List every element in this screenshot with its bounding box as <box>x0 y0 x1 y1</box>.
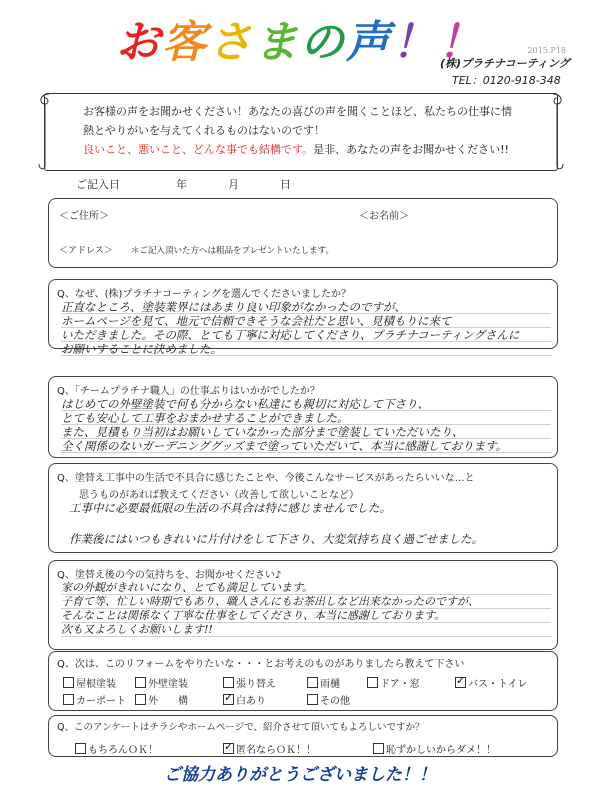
reform-option[interactable] <box>135 675 223 690</box>
checkbox[interactable] <box>135 694 146 705</box>
answer-line: そんなことは関係なく丁寧な仕事をしてくださり、本当に感謝しております。 <box>61 609 446 622</box>
answer-text[interactable] <box>61 397 551 453</box>
option-label: 白あり <box>236 696 266 707</box>
title-char: ！ <box>392 17 438 68</box>
option-label: 外 構 <box>148 696 188 707</box>
option-label: 張り替え <box>236 679 276 690</box>
question-text: 思うものがあれば教えてください（改善して欲しいことなど） <box>79 490 359 501</box>
address-label: ＜ご住所＞ <box>59 211 109 222</box>
intro-line <box>83 140 543 159</box>
answer-text[interactable] <box>61 300 551 356</box>
title-char: の <box>300 17 346 68</box>
intro-text <box>83 102 543 159</box>
date-label: ご記入日 <box>76 178 120 191</box>
reform-option[interactable] <box>307 692 350 707</box>
answer-text[interactable] <box>61 581 551 637</box>
answer-line[interactable]: 作業後にはいつもきれいに片付けをして下さり、大変気持ち良く過ごせました。 <box>69 532 483 546</box>
reform-options-row2 <box>63 689 350 708</box>
reform-option[interactable] <box>63 675 135 690</box>
question-box-feelings <box>48 560 558 650</box>
checkbox[interactable] <box>135 677 146 688</box>
answer-line: 全く関係のないガーデニンググッズまで塗っていただいて、本当に感謝しております。 <box>61 439 508 453</box>
title-char: 声 <box>346 17 392 68</box>
checkbox-checked[interactable] <box>223 743 234 754</box>
date-row <box>76 176 291 192</box>
date-month[interactable]: 月 <box>228 178 239 191</box>
publish-option[interactable] <box>75 741 223 756</box>
reform-option[interactable] <box>223 675 307 690</box>
intro-line-rest: 是非、あなたの声をお聞かせください!! <box>313 143 509 156</box>
answer-line: 次も又よろしくお願いします!! <box>61 623 213 636</box>
date-year[interactable]: 年 <box>176 178 187 191</box>
checkbox[interactable] <box>367 677 378 688</box>
title-char: ！ <box>438 17 484 68</box>
thank-you-message: ご協力ありがとうございました！！ <box>164 765 436 785</box>
answer-line: 正直なところ、塗装業界にはあまり良い印象がなかったのですが、 <box>61 300 406 314</box>
answer-line: お願いすることに決めました。 <box>61 342 222 356</box>
option-label: ドア・窓 <box>380 679 420 690</box>
checkbox[interactable] <box>307 694 318 705</box>
question-text: Q、塗替え後の今の気持ちを、お聞かせください♪ <box>57 570 282 581</box>
answer-line[interactable]: 工事中に必要最低限の生活の不具合は特に感じませんでした。 <box>69 501 391 515</box>
publish-option[interactable] <box>223 741 373 756</box>
reform-option[interactable] <box>455 675 528 690</box>
form-version: 2015.P18 <box>527 46 566 55</box>
intro-highlight: 良いこと、悪いこと、どんな事でも結構です。 <box>83 143 314 156</box>
reform-option[interactable] <box>307 675 367 690</box>
question-box-next-reform <box>48 651 558 711</box>
checkbox[interactable] <box>307 677 318 688</box>
option-label: 屋根塗装 <box>76 679 116 690</box>
answer-line: また、見積もり当初はお願いしていなかった部分まで塗装していただいたり、 <box>61 425 464 439</box>
scroll-curl-left <box>37 92 51 172</box>
answer-line: 家の外観がきれいになり、とても満足しています。 <box>61 581 314 594</box>
company-name: (株)プラチナコーティング <box>440 57 570 70</box>
option-label: バス・トイレ <box>468 679 528 690</box>
scroll-curl-right <box>551 92 565 172</box>
question-box-work <box>48 376 558 458</box>
checkbox[interactable] <box>63 677 74 688</box>
reform-option[interactable] <box>223 692 307 707</box>
checkbox[interactable] <box>223 677 234 688</box>
reform-option[interactable] <box>63 692 135 707</box>
checkbox[interactable] <box>75 743 86 754</box>
question-text: Q、「チームプラチナ職人」の仕事ぶりはいかがでしたか？ <box>57 386 320 397</box>
answer-line: とても安心して工事をおまかせすることができました。 <box>61 411 349 425</box>
question-text: Q、次は、このリフォームをやりたいな・・・とお考えのものがありましたら教えて下さい <box>57 659 465 670</box>
question-box-issues <box>48 463 558 553</box>
intro-line: お客様の声をお聞かせください！あなたの喜びの声を聞くことほど、私たちの仕事に情 <box>83 105 512 118</box>
checkbox[interactable] <box>373 743 384 754</box>
reform-option[interactable] <box>367 675 455 690</box>
question-text: Q、このアンケートはチラシやホームページで、紹介させて頂いてもよろしいですか？ <box>57 722 425 733</box>
date-day[interactable]: 日 <box>280 178 291 191</box>
reform-option[interactable] <box>135 692 223 707</box>
email-label: ＜アドレス＞ <box>59 246 113 256</box>
answer-line: ホームページを見て、地元で信頼できそうな会社だと思い、見積もりに来て <box>61 314 452 328</box>
checkbox-checked[interactable] <box>223 694 234 705</box>
option-label: 匿名ならＯＫ！！ <box>236 745 316 756</box>
name-label: ＜お名前＞ <box>359 211 409 222</box>
publish-option[interactable] <box>373 741 496 756</box>
publish-options <box>75 738 496 757</box>
checkbox[interactable] <box>63 694 74 705</box>
option-label: もちろんＯＫ！ <box>88 745 158 756</box>
title-char: お <box>116 17 162 68</box>
answer-line: はじめての外壁塗装で何も分からない私達にも親切に対応して下さり、 <box>61 397 429 411</box>
question-text: Q、なぜ、(株)プラチナコーティングを選んでくださいましたか？ <box>57 289 351 300</box>
question-box-why <box>48 279 558 356</box>
intro-line: 熱とやりがいを与えてくれるものはないのです！ <box>83 124 325 137</box>
contact-box <box>48 198 558 268</box>
option-label: 雨樋 <box>320 679 340 690</box>
option-label: 恥ずかしいからダメ！！ <box>386 745 496 756</box>
option-label: その他 <box>320 696 350 707</box>
question-text: Q、塗替え工事中の生活で不具合に感じたことや、今後こんなサービスがあったらいいな…と <box>57 473 475 484</box>
option-label: カーポート <box>76 696 126 707</box>
option-label: 外壁塗装 <box>148 679 188 690</box>
title-char: さ <box>208 17 254 68</box>
answer-line: 子育て等、忙しい時期でもあり、職人さんにもお茶出しなど出来なかったのですが、 <box>61 595 479 608</box>
title-char: ま <box>254 17 300 68</box>
gift-note: ＊ご記入頂いた方へは粗品をプレゼントいたします。 <box>131 246 334 256</box>
checkbox-checked[interactable] <box>455 677 466 688</box>
title-char: 客 <box>162 17 208 68</box>
intro-banner <box>44 93 558 171</box>
question-box-publish <box>48 715 558 757</box>
phone-number: TEL：0120-918-348 <box>452 74 561 87</box>
answer-line: いただきました。その際、とても丁寧に対応してくださり、プラチナコーティングさんに <box>61 328 520 342</box>
